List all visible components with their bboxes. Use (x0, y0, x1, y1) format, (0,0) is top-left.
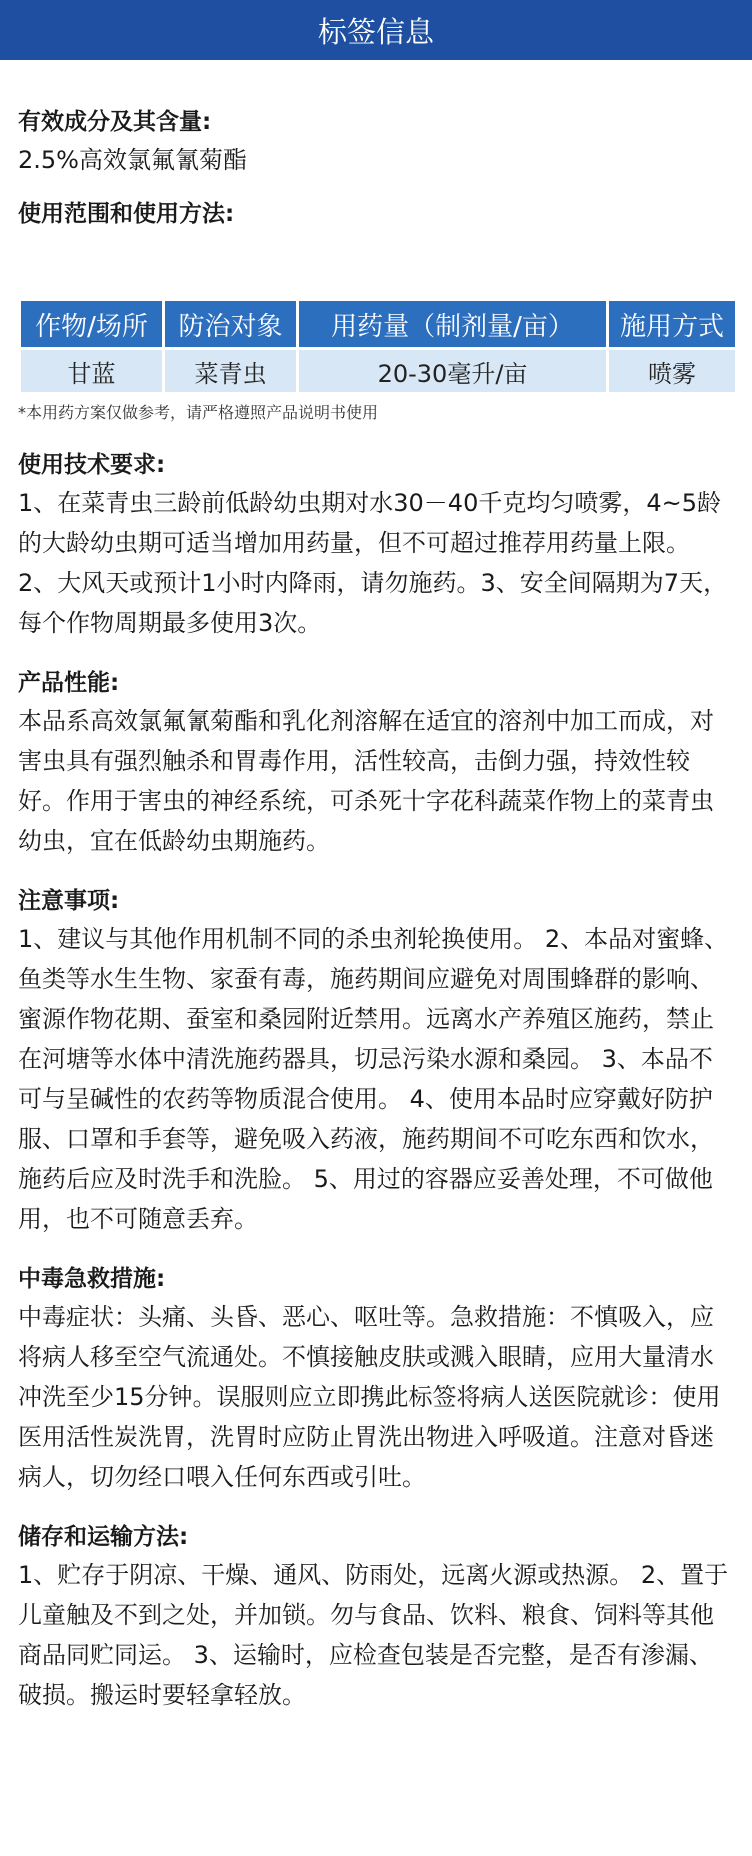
usage-table (18, 298, 738, 395)
col-dosage: 用药量（制剂量/亩） (298, 300, 608, 349)
performance-section (18, 665, 734, 861)
page-header (0, 0, 752, 60)
storage-section (18, 1519, 734, 1715)
page-title: 标签信息 (317, 14, 434, 49)
usage-table-header (20, 300, 737, 349)
performance-title: 产品性能: (18, 670, 120, 696)
col-crop: 作物/场所 (20, 300, 164, 349)
tech-requirements-body: 1、在菜青虫三龄前低龄幼虫期对水30－40千克均匀喷雾，4~5龄的大龄幼虫期可适当增加用药量，但不可超过推荐用药量上限。 2、大风天或预计1小时内降雨，请勿施药。3、安全间隔期为7天，每个作物周期最多使用3次。 (18, 489, 728, 637)
precautions-body: 1、建议与其他作用机制不同的杀虫剂轮换使用。 2、本品对蜜蜂、鱼类等水生生物、家蚕有毒，施药期间应避免对周围蜂群的影响、蜜源作物花期、蚕室和桑园附近禁用。远离水产养殖区施药，禁止在河塘等水体中清洗施药器具，切忌污染水源和桑园。 3、本品不可与呈碱性的农药等物质混合使用。 4、使用本品时应穿戴好防护服、口罩和手套等，避免吸入药液，施药期间不可吃东西和饮水，施药后应及时洗手和洗脸。 5、用过的容器应妥善处理，不可做他用，也不可随意丢弃。 (18, 925, 729, 1233)
first-aid-body: 中毒症状：头痛、头昏、恶心、呕吐等。急救措施：不慎吸入，应将病人移至空气流通处。不慎接触皮肤或溅入眼睛，应用大量清水冲洗至少15分钟。误服则应立即携此标签将病人送医院就诊：使用医用活性炭洗胃，洗胃时应防止胃洗出物进入呼吸道。注意对昏迷病人，切勿经口喂入任何东西或引吐。 (18, 1303, 721, 1491)
tech-requirements-section (18, 447, 734, 643)
cell-crop: 甘蓝 (20, 349, 164, 394)
col-method: 施用方式 (608, 300, 737, 349)
performance-body: 本品系高效氯氟氰菊酯和乳化剂溶解在适宜的溶剂中加工而成，对害虫具有强烈触杀和胃毒作用，活性较高，击倒力强，持效性较好。作用于害虫的神经系统，可杀死十字花科蔬菜作物上的菜青虫幼虫，宜在低龄幼虫期施药。 (18, 707, 714, 855)
tech-requirements-title: 使用技术要求: (18, 452, 166, 478)
ingredient-section (18, 104, 734, 180)
precautions-title: 注意事项: (18, 888, 120, 914)
precautions-section (18, 883, 734, 1239)
ingredient-value: 2.5%高效氯氟氰菊酯 (18, 146, 247, 174)
storage-body: 1、贮存于阴凉、干燥、通风、防雨处，远离火源或热源。 2、置于儿童触及不到之处，并加锁。勿与食品、饮料、粮食、饲料等其他商品同贮同运。 3、运输时，应检查包装是否完整，是否有渗漏、破损。搬运时要轻拿轻放。 (18, 1561, 729, 1709)
cell-method: 喷雾 (608, 349, 737, 394)
cell-dosage: 20-30毫升/亩 (298, 349, 608, 394)
cell-target: 菜青虫 (164, 349, 298, 394)
table-row (20, 349, 737, 394)
usage-section (18, 196, 734, 425)
col-target: 防治对象 (164, 300, 298, 349)
storage-title: 储存和运输方法: (18, 1524, 189, 1550)
usage-note: *本用药方案仅做参考，请严格遵照产品说明书使用 (18, 403, 379, 422)
first-aid-title: 中毒急救措施: (18, 1266, 166, 1292)
first-aid-section (18, 1261, 734, 1497)
label-content (0, 104, 752, 1715)
usage-title: 使用范围和使用方法: (18, 201, 235, 227)
ingredient-title: 有效成分及其含量: (18, 109, 212, 135)
